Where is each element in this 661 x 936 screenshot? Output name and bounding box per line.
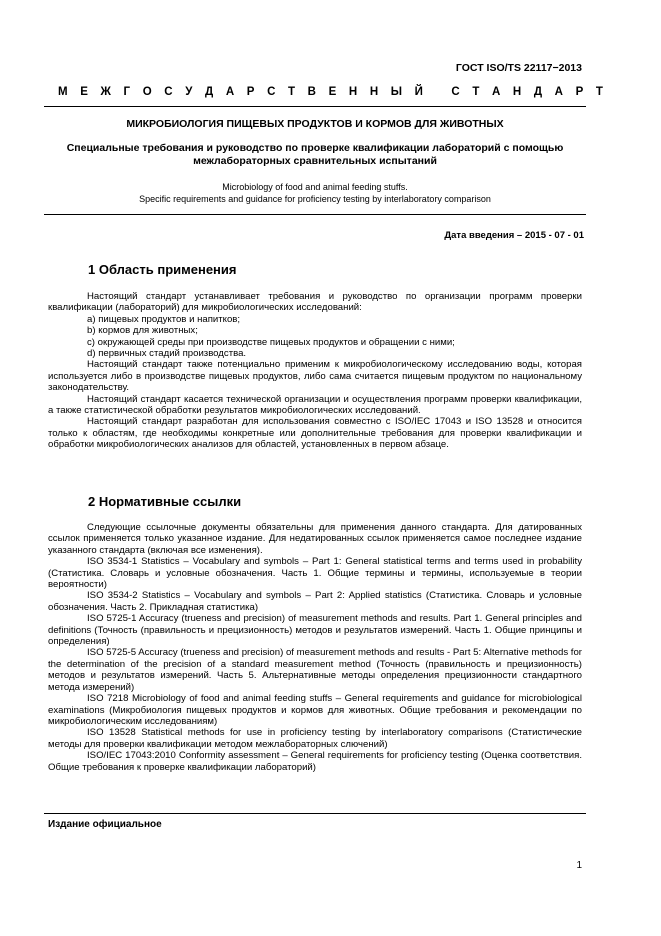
spaced-letter: Й [414,86,423,98]
spaced-letter: С [267,86,276,98]
standard-id: ГОСТ ISO/TS 22117−2013 [455,62,582,74]
reference-item: ISO 3534-1 Statistics – Vocabulary and symbols – Part 1: General statistical terms and terms used in probability (Статистика. Словарь и условные обозначения. Часть 1. Общие термины и термины, используемые в теории вероятности) [48,556,582,591]
spaced-letter: А [491,86,501,98]
official-edition-label: Издание официальное [48,819,162,830]
reference-item: ISO 13528 Statistical methods for use in proficiency testing by interlaboratory comparisons (Статистические методы для проверки квалификации методом межлабораторных слючений) [48,727,582,750]
spaced-letter: Г [123,86,131,98]
top-rule [44,106,586,107]
spaced-letter: Т [595,86,603,98]
spaced-letter: Е [328,86,337,98]
spaced-letter: А [554,86,563,98]
spaced-letter: В [307,86,316,98]
introduction-date: Дата введения – 2015 - 07 - 01 [444,230,584,241]
reference-item: ISO/IEC 17043:2010 Conformity assessment – General requirements for proficiency testing (Оценка соответствия. Общие требования к проверке квалификации лабораторий) [48,750,582,773]
list-item: c) окружающей среды при производстве пищевых продуктов и обращении с ними; [87,336,455,348]
spaced-letter: Н [369,86,379,98]
paragraph: Следующие ссылочные документы обязательны для применения данного стандарта. Для датированных ссылок применяется только указанное издание. Для недатированных ссылок применяется самое последнее издание указанного стандарта (включая все изменения). [48,522,582,556]
section-1-body [48,291,582,451]
spaced-letter: С [451,86,460,98]
list-item: b) кормов для животных; [87,325,198,337]
reference-item: ISO 5725-5 Accuracy (trueness and precision) of measurement methods and results - Part 5: Alternative methods for the determination of the precision of a standard measurement method (Точность (правильность и прецизионность) методов и результатов измерений. Часть 5. Альтернативные методы определения прецизионности стандартного метода измерений) [48,647,582,693]
document-title: МИКРОБИОЛОГИЯ ПИЩЕВЫХ ПРОДУКТОВ И КОРМОВ ДЛЯ ЖИВОТНЫХ [126,118,504,130]
spaced-letter: Н [512,86,522,98]
spaced-letter: Т [472,86,480,98]
spaced-letter: Д [205,86,214,98]
subtitle-line-1: Специальные требования и руководство по проверке квалификации лабораторий с помощью [66,142,564,154]
spaced-letter: Н [348,86,358,98]
subtitle-line-2: межлабораторных сравнительных испытаний [193,155,437,167]
footer-rule [44,813,586,814]
section-2-heading: 2 Нормативные ссылки [88,494,242,509]
paragraph: Настоящий стандарт разработан для использования совместно с ISO/IEC 17043 и ISO 13528 и относится только к областям, где необходимы конкретные или дополнительные требования для проверки квалификации и обработки микробиологических анализов для областей, установленных в первом абзаце. [48,416,582,451]
section-2-body [48,522,582,773]
reference-item: ISO 7218 Microbiology of food and animal feeding stuffs – General requirements and guidance for microbiological examinations (Микробиология пищевых продуктов и кормов для животных. Общие требования и рекомендации по микробиологическим исследованиям) [48,693,582,727]
spaced-letter: А [225,86,235,98]
interstate-standard-label [58,86,603,98]
english-title [44,181,586,205]
paragraph: Настоящий стандарт касается технической организации и осуществления программ проверки квалификации, а также статистической обработки результатов микробиологических исследований. [48,393,582,417]
spaced-letter: Ы [390,86,403,98]
paragraph: Настоящий стандарт устанавливает требования и руководство по организации программ проверки квалификации (лабораторий) для микробиологических исследований: [48,291,582,314]
word-gap [436,86,439,98]
document-subtitle [44,142,586,168]
spaced-letter: Т [288,86,296,98]
spaced-letter: О [142,86,152,98]
paragraph: Настоящий стандарт также потенциально применим к микробиологическому исследованию воды, которая используется либо в производстве пищевых продуктов, либо сама считается пищевым продуктом по национальному законодательству. [48,359,582,394]
spaced-letter: Е [80,86,88,98]
reference-item: ISO 3534-2 Statistics – Vocabulary and symbols – Part 2: Applied statistics (Статистика. Словарь и условные обозначения. Часть 2. Прикладная статистика) [48,590,582,613]
english-title-line-1: Microbiology of food and animal feeding stuffs. [222,182,408,192]
spaced-letter: Д [533,86,543,98]
spaced-letter: С [164,86,173,98]
page-number: 1 [576,860,582,871]
title-rule [44,214,586,215]
list-item: d) первичных стадий производства. [87,348,247,360]
list-item: а) пищевых продуктов и напитков; [87,313,241,325]
english-title-line-2: Specific requirements and guidance for proficiency testing by interlaboratory comparison [139,194,491,204]
spaced-letter: Р [575,86,584,98]
spaced-letter: М [58,86,68,98]
spaced-letter: У [185,86,193,98]
section-1-heading: 1 Область применения [88,262,237,277]
spaced-letter: Ж [100,86,111,98]
spaced-letter: Р [246,86,255,98]
reference-item: ISO 5725-1 Accuracy (trueness and precision) of measurement methods and results. Part 1. General principles and definitions (Точность (правильность и прецизионность) методов и результатов измерений. Часть 1. Общие принципы и определения) [48,613,582,648]
